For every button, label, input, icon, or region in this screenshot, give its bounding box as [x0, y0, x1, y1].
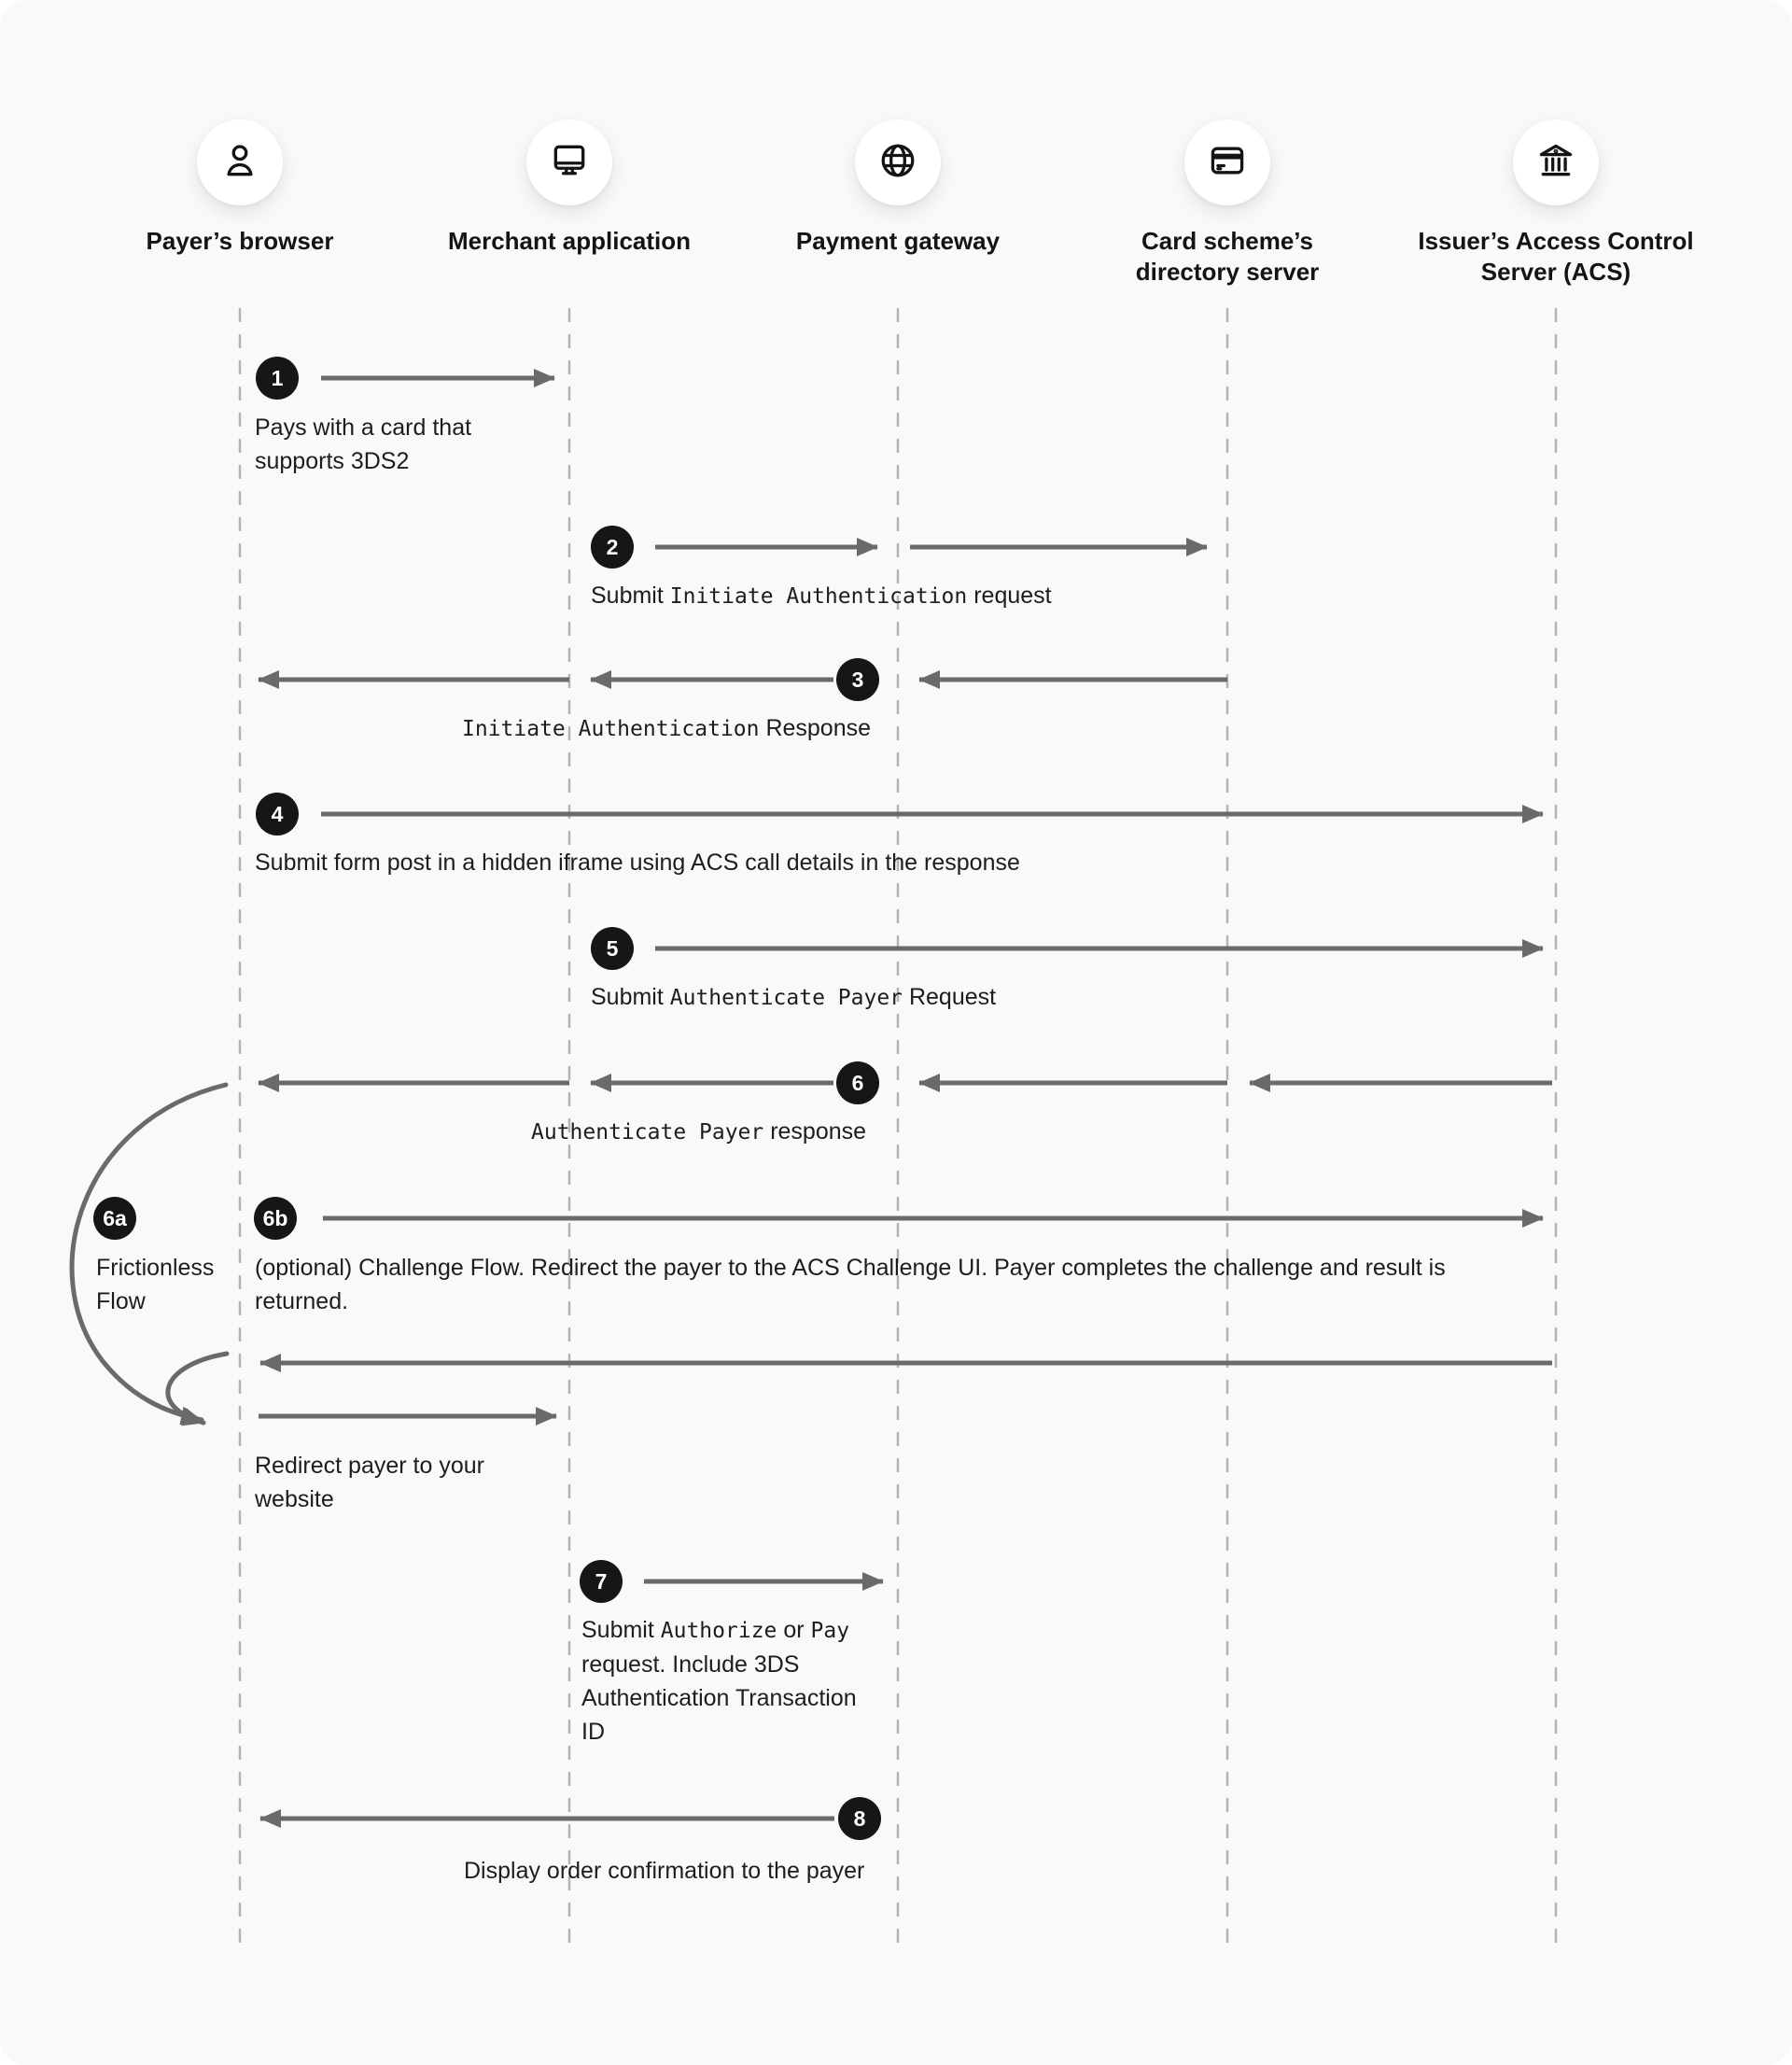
monitor-icon: [549, 140, 590, 186]
step-4-label: Submit form post in a hidden iframe using ACS call details in the response: [255, 850, 1020, 876]
step-badge-2: 2: [591, 526, 634, 569]
redirect-label: Redirect payer to your website: [255, 1453, 484, 1512]
step-2-label: Submit Initiate Authentication request: [591, 583, 1052, 609]
actor-bubble: [526, 119, 612, 205]
step-badge-4: 4: [256, 793, 299, 836]
step-badge-7: 7: [580, 1560, 623, 1603]
actor-name: Payer’s browser: [146, 227, 334, 255]
actor-payment-gateway: [730, 119, 1066, 257]
globe-icon: [877, 140, 918, 186]
step-badge-5: 5: [591, 927, 634, 970]
step-badge-8: 8: [838, 1797, 881, 1840]
actor-name: Card scheme’s directory server: [1135, 227, 1320, 286]
step-1-label: Pays with a card that supports 3DS2: [255, 414, 472, 474]
step-badge-3: 3: [836, 658, 879, 701]
step-badge-6: 6: [836, 1061, 879, 1104]
actor-bubble: [1184, 119, 1270, 205]
actor-payer-browser: [72, 119, 408, 257]
result-to-redirect-hook: [168, 1354, 227, 1423]
user-icon: [219, 140, 260, 186]
step-7-label: Submit Authorize or Pay request. Include 3DS Authentication Transaction ID: [581, 1617, 857, 1745]
actor-name: Merchant application: [447, 227, 692, 255]
actor-acs: [1388, 119, 1724, 288]
actor-bubble: [1513, 119, 1599, 205]
step-6b-label: (optional) Challenge Flow. Redirect the payer to the ACS Challenge UI. Payer completes the challenge and result is returned.: [255, 1255, 1446, 1314]
credit-card-icon: [1207, 140, 1248, 186]
step-5-label: Submit Authenticate Payer Request: [591, 984, 997, 1010]
step-8-label: Display order confirmation to the payer: [464, 1858, 865, 1884]
actor-merchant-application: [401, 119, 737, 257]
actor-bubble: [855, 119, 941, 205]
actor-name: Issuer’s Access Control Server (ACS): [1418, 227, 1694, 286]
actor-name: Payment gateway: [795, 227, 1001, 255]
step-badge-6a: 6a: [93, 1197, 136, 1240]
step-badge-1: 1: [256, 357, 299, 400]
step-6-label: Authenticate Payer response: [531, 1118, 867, 1145]
step-6a-label: Frictionless Flow: [96, 1255, 215, 1314]
actor-directory-server: [1059, 119, 1395, 288]
step-3-label: Initiate Authentication Response: [462, 715, 872, 741]
bank-icon: [1535, 140, 1576, 186]
lifelines: [240, 308, 1556, 1944]
step-badge-6b: 6b: [254, 1197, 297, 1240]
actor-bubble: [197, 119, 283, 205]
